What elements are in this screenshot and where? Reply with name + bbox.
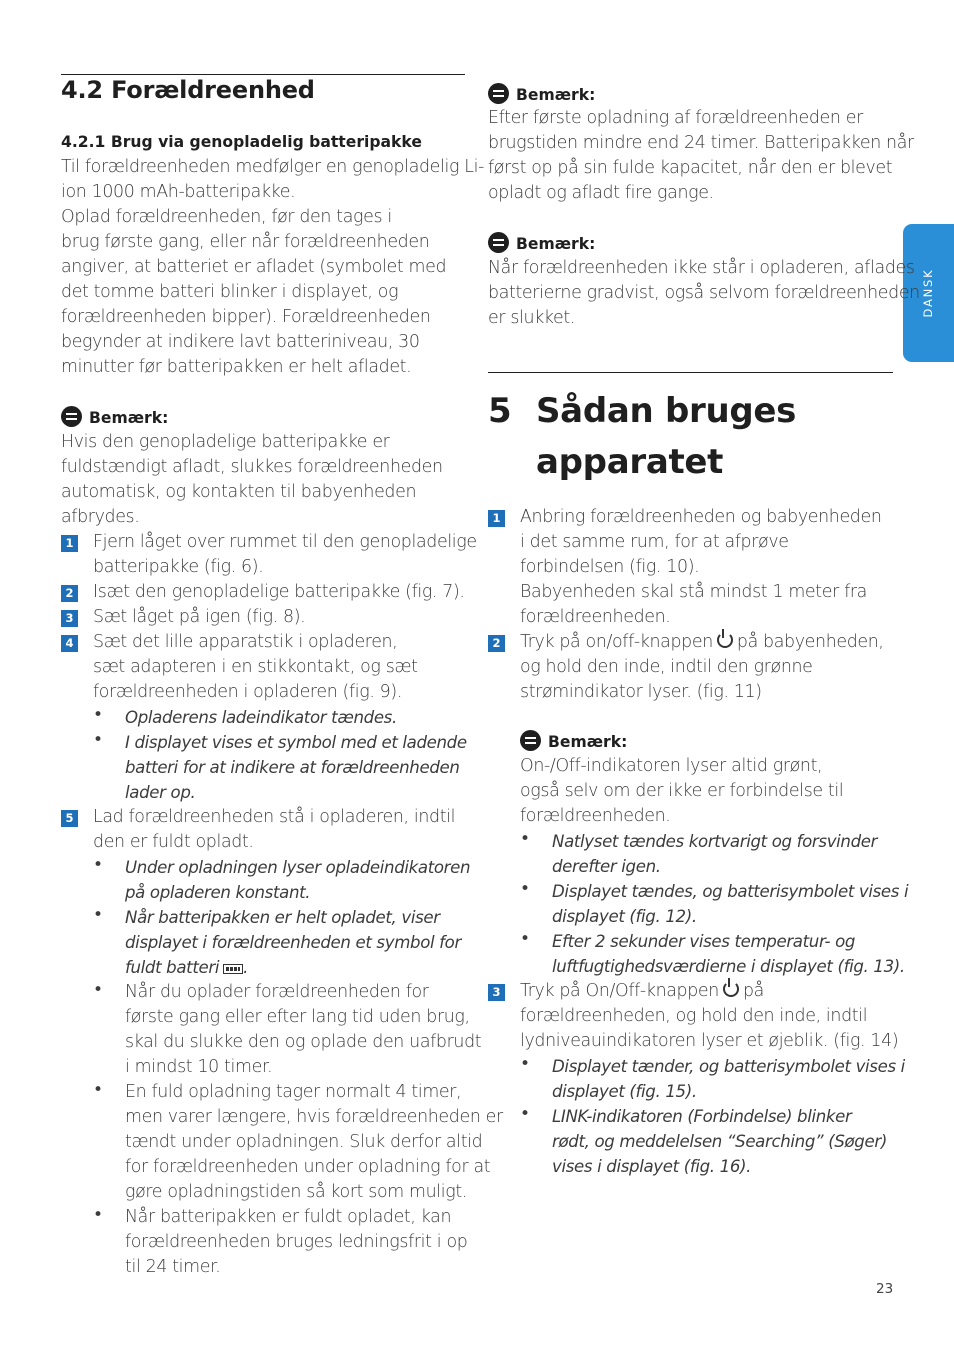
bullet-line: Displayet tænder, og batterisymbolet vises i xyxy=(552,1057,905,1076)
chapter-number: 5 xyxy=(488,391,512,431)
note-line: afbrydes. xyxy=(61,507,140,527)
note-line: batterierne gradvist, også selvom forældreenheden xyxy=(488,283,920,303)
bullet: • xyxy=(93,705,104,725)
bullet-line: skal du slukke den og oplade den uafbrudt xyxy=(125,1032,482,1052)
bullet: • xyxy=(93,855,104,875)
intro-line: angiver, at batteriet er afladet (symbolet med xyxy=(61,257,447,277)
bullet-line: derefter igen. xyxy=(552,857,661,876)
step-number: 2 xyxy=(61,585,78,602)
bullet: • xyxy=(93,1080,104,1100)
step-number: 3 xyxy=(61,610,78,627)
bullet-line: rødt, og meddelelsen “Searching” (Søger) xyxy=(552,1132,887,1151)
note-line: er slukket. xyxy=(488,308,576,328)
bullet-line: I displayet vises et symbol med et ladende xyxy=(125,733,467,752)
note-line: fuldstændigt afladt, slukkes forældreenheden xyxy=(61,457,443,477)
chapter-title-line: apparatet xyxy=(536,442,724,482)
step-line: i det samme rum, for at afprøve xyxy=(520,532,789,552)
step-line: Sæt det lille apparatstik i opladeren, xyxy=(93,632,398,652)
intro-line: det tomme batteri blinker i displayet, og xyxy=(61,282,399,302)
step-line: batteripakke (fig. 6). xyxy=(93,557,264,577)
section-rule xyxy=(61,74,465,75)
bullet: • xyxy=(520,829,531,849)
bullet-line: Efter 2 sekunder vises temperatur- og xyxy=(552,932,856,951)
step-line: Isæt den genopladelige batteripakke (fig. 7). xyxy=(93,582,465,602)
intro-line: ion 1000 mAh-batteripakke. xyxy=(61,182,296,202)
step-line: forældreenheden i opladeren (fig. 9). xyxy=(93,682,402,702)
intro-line: begynder at indikere lavt batteriniveau, 30 xyxy=(61,332,420,352)
note-icon xyxy=(488,232,509,253)
note-heading: Bemærk: xyxy=(61,406,168,428)
step-line: Sæt låget på igen (fig. 8). xyxy=(93,607,306,627)
bullet-line: første gang eller efter lang tid uden brug, xyxy=(125,1007,470,1027)
note-heading: Bemærk: xyxy=(520,730,627,752)
step-number: 1 xyxy=(61,535,78,552)
note-line: On-/Off-indikatoren lyser altid grønt, xyxy=(520,756,823,776)
bullet-line: displayet (fig. 15). xyxy=(552,1082,697,1101)
bullet-line: Når batteripakken er fuldt opladet, kan xyxy=(125,1207,452,1227)
intro-line: Til forældreenheden medfølger en genopladelig Li- xyxy=(61,157,485,177)
bullet: • xyxy=(520,1054,531,1074)
intro-line: forældreenheden bipper). Forældreenheden xyxy=(61,307,431,327)
step-line: lydniveauindikatoren lyser et øjeblik. (fig. 14) xyxy=(520,1031,899,1051)
bullet: • xyxy=(93,730,104,750)
language-tab-label: DANSK xyxy=(921,268,935,318)
bullet: • xyxy=(520,1104,531,1124)
step-line: Tryk på On/Off-knappen på xyxy=(520,981,764,1001)
bullet-line: Displayet tændes, og batterisymbolet vises i xyxy=(552,882,909,901)
step-number: 3 xyxy=(488,984,505,1001)
step-line: sæt adapteren i en stikkontakt, og sæt xyxy=(93,657,418,677)
intro-line: Oplad forældreenheden, før den tages i xyxy=(61,207,392,227)
note-line: først op på sin fulde kapacitet, når den er blevet xyxy=(488,158,893,178)
step-line: Anbring forældreenheden og babyenheden xyxy=(520,507,882,527)
intro-line: minutter før batteripakken er helt afladet. xyxy=(61,357,412,377)
bullet-line: fuldt batteri . xyxy=(125,958,249,977)
step-line: forældreenheden. xyxy=(520,607,671,627)
note-line: Når forældreenheden ikke står i opladeren, aflades xyxy=(488,258,915,278)
bullet-line: forældreenheden bruges ledningsfrit i op xyxy=(125,1232,468,1252)
step-line: strømindikator lyser. (fig. 11) xyxy=(520,682,762,702)
bullet: • xyxy=(93,1205,104,1225)
bullet-line: til 24 timer. xyxy=(125,1257,221,1277)
step-number: 1 xyxy=(488,510,505,527)
bullet-line: batteri for at indikere at forældreenheden xyxy=(125,758,460,777)
step-line: Babyenheden skal stå mindst 1 meter fra xyxy=(520,582,867,602)
bullet: • xyxy=(93,980,104,1000)
bullet-line: vises i displayet (fig. 16). xyxy=(552,1157,752,1176)
bullet-line: Når batteripakken er helt opladet, viser xyxy=(125,908,440,927)
bullet-line: displayet (fig. 12). xyxy=(552,907,697,926)
bullet-line: Opladerens ladeindikator tændes. xyxy=(125,708,397,727)
step-line: Tryk på on/off-knappen på babyenheden, xyxy=(520,632,884,652)
step-line: Fjern låget over rummet til den genopladelige xyxy=(93,532,477,552)
bullet-line: tændt under opladningen. Sluk derfor altid xyxy=(125,1132,483,1152)
section-heading: 4.2 Forældreenhed xyxy=(61,76,315,104)
full-battery-icon xyxy=(223,964,243,974)
intro-line: brug første gang, eller når forældreenheden xyxy=(61,232,430,252)
step-line: forældreenheden, og hold den inde, indtil xyxy=(520,1006,868,1026)
page-number: 23 xyxy=(876,1281,894,1297)
note-icon xyxy=(61,406,82,427)
chapter-rule xyxy=(488,372,893,373)
subsection-heading: 4.2.1 Brug via genopladelig batteripakke xyxy=(61,133,422,151)
step-number: 5 xyxy=(61,810,78,827)
step-number: 2 xyxy=(488,635,505,652)
bullet-line: i mindst 10 timer. xyxy=(125,1057,273,1077)
note-heading: Bemærk: xyxy=(488,83,595,105)
note-heading: Bemærk: xyxy=(488,232,595,254)
bullet: • xyxy=(520,929,531,949)
bullet-line: men varer længere, hvis forældreenheden er xyxy=(125,1107,503,1127)
power-icon xyxy=(723,981,739,997)
bullet-line: Når du oplader forældreenheden for xyxy=(125,982,429,1002)
step-line: den er fuldt opladt. xyxy=(93,832,254,852)
bullet-line: En fuld opladning tager normalt 4 timer, xyxy=(125,1082,462,1102)
bullet: • xyxy=(93,905,104,925)
step-line: Lad forældreenheden stå i opladeren, indtil xyxy=(93,807,456,827)
note-icon xyxy=(488,83,509,104)
note-line: forældreenheden. xyxy=(520,806,671,826)
step-number: 4 xyxy=(61,635,78,652)
power-icon xyxy=(717,632,733,648)
note-line: også selv om der ikke er forbindelse til xyxy=(520,781,844,801)
bullet-line: lader op. xyxy=(125,783,196,802)
bullet-line: Natlyset tændes kortvarigt og forsvinder xyxy=(552,832,878,851)
note-line: Efter første opladning af forældreenheden er xyxy=(488,108,863,128)
chapter-title-line: Sådan bruges xyxy=(536,391,797,431)
step-line: forbindelsen (fig. 10). xyxy=(520,557,700,577)
bullet-line: luftfugtighedsværdierne i displayet (fig. 13). xyxy=(552,957,905,976)
bullet-line: displayet i forældreenheden et symbol for xyxy=(125,933,461,952)
note-line: opladt og afladt fire gange. xyxy=(488,183,714,203)
bullet-line: LINK-indikatoren (Forbindelse) blinker xyxy=(552,1107,852,1126)
bullet: • xyxy=(520,879,531,899)
note-line: Hvis den genopladelige batteripakke er xyxy=(61,432,390,452)
bullet-line: for forældreenheden under opladning for at xyxy=(125,1157,491,1177)
note-icon xyxy=(520,730,541,751)
note-line: automatisk, og kontakten til babyenheden xyxy=(61,482,417,502)
bullet-line: Under opladningen lyser opladeindikatoren xyxy=(125,858,471,877)
bullet-line: på opladeren konstant. xyxy=(125,883,311,902)
note-line: brugstiden mindre end 24 timer. Batteripakken når xyxy=(488,133,914,153)
step-line: og hold den inde, indtil den grønne xyxy=(520,657,813,677)
bullet-line: gøre opladningstiden så kort som muligt. xyxy=(125,1182,467,1202)
